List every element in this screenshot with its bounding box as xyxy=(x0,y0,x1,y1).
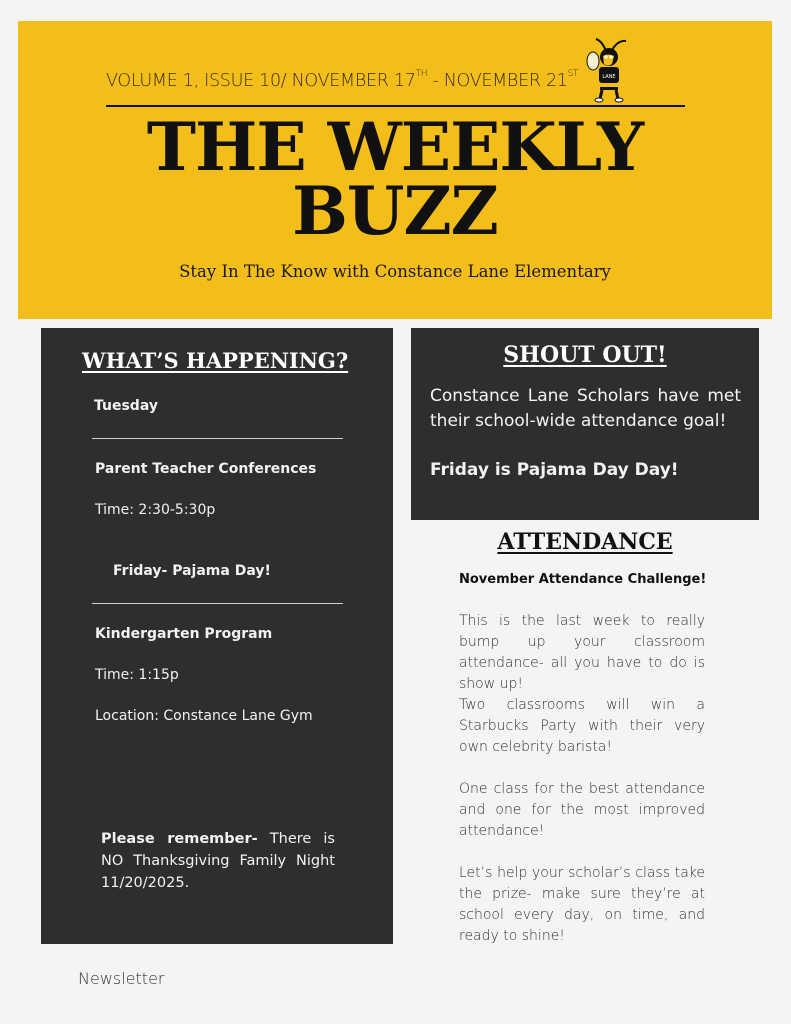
shout-out-panel xyxy=(411,328,759,520)
day-label: Tuesday xyxy=(94,398,158,414)
event-time: Time: 1:15p xyxy=(95,667,179,683)
event-title: Parent Teacher Conferences xyxy=(95,461,317,477)
issue-text-end: - NOVEMBER 21 xyxy=(427,71,568,91)
attendance-paragraph: One class for the best attendance and one for the most improved attendance! xyxy=(459,781,705,839)
whats-happening-panel xyxy=(41,328,393,944)
event-time: Time: 2:30-5:30p xyxy=(95,502,216,518)
title-line-2: BUZZ xyxy=(292,172,498,250)
whats-happening-heading: WHAT’S HAPPENING? xyxy=(82,348,349,373)
remember-note xyxy=(101,828,335,894)
attendance-paragraph: Let’s help your scholar’s class take the prize- make sure they’re at school every day, on time, and ready to shine! xyxy=(459,865,705,944)
attendance-paragraph: Two classrooms will win a Starbucks Party with their very own celebrity barista! xyxy=(459,697,705,755)
attendance-heading: ATTENDANCE xyxy=(497,529,673,555)
issue-sup-st: ST xyxy=(567,69,579,79)
shout-out-heading: SHOUT OUT! xyxy=(503,342,667,368)
subtitle: Stay In The Know with Constance Lane Elementary xyxy=(179,262,611,281)
friday-note: Friday- Pajama Day! xyxy=(113,563,271,579)
footer-label: Newsletter xyxy=(78,969,165,988)
event-location: Location: Constance Lane Gym xyxy=(95,708,313,724)
svg-text:LANE: LANE xyxy=(602,74,616,80)
remember-text: There is NO Thanksgiving Family Night 11/20/2025. xyxy=(101,831,335,891)
event-title: Kindergarten Program xyxy=(95,626,273,642)
header-rule xyxy=(106,105,685,107)
attendance-paragraph: This is the last week to really bump up your classroom attendance- all you have to do is show up! xyxy=(459,613,705,692)
shout-out-bold: Friday is Pajama Day Day! xyxy=(430,460,679,480)
masthead-banner xyxy=(18,21,772,319)
divider xyxy=(92,438,343,439)
page-title xyxy=(18,108,772,250)
issue-line xyxy=(106,71,578,91)
attendance-subheading: November Attendance Challenge! xyxy=(459,572,707,587)
divider xyxy=(92,603,343,604)
title-line-1: THE WEEKLY xyxy=(146,108,644,186)
issue-sup-th: TH xyxy=(415,69,428,79)
hornet-mascot-icon xyxy=(584,37,634,103)
issue-text: VOLUME 1, ISSUE 10/ NOVEMBER 17 xyxy=(106,71,416,91)
remember-bold: Please remember- xyxy=(101,831,258,847)
shout-out-text: Constance Lane Scholars have met their school-wide attendance goal! xyxy=(430,386,741,431)
